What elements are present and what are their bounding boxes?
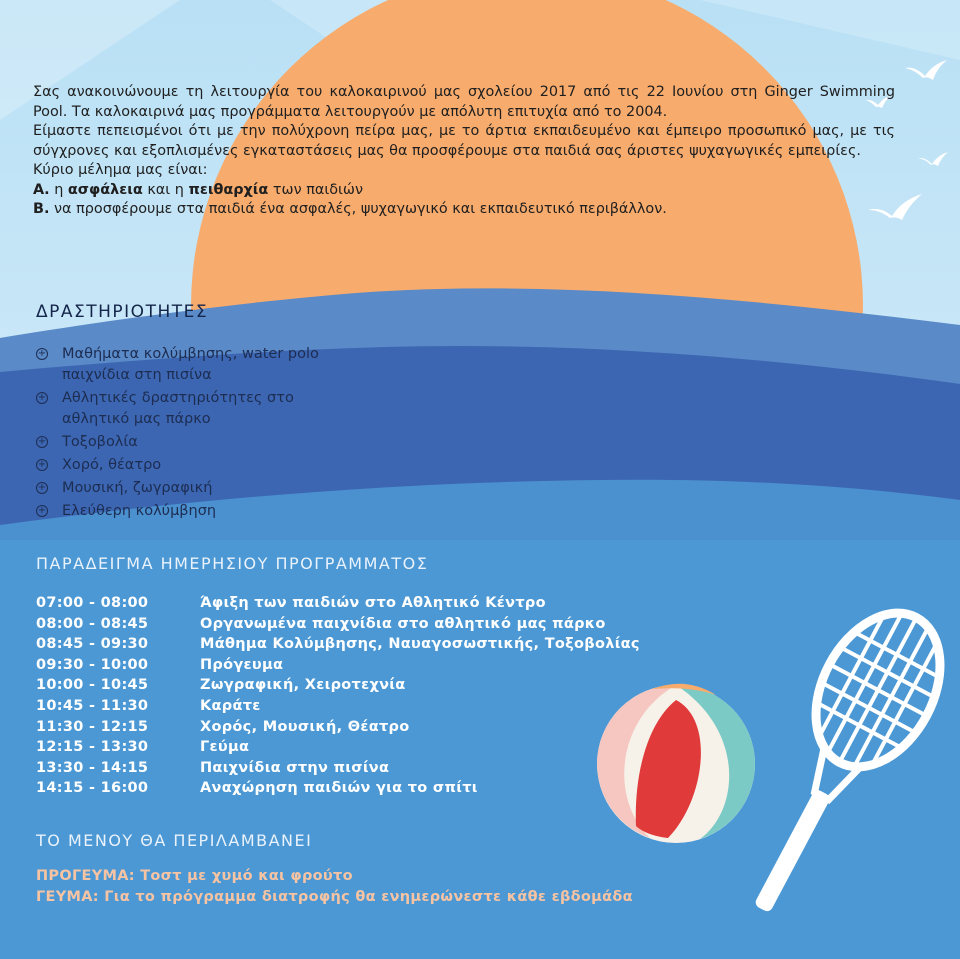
schedule-activity: Οργανωμένα παιχνίδια στο αθλητικό μας πάρκο bbox=[200, 615, 606, 632]
schedule-title: ΠΑΡΑΔΕΙΓΜΑ ΗΜΕΡΗΣΙΟΥ ΠΡΟΓΡΑΜΜΑΤΟΣ bbox=[36, 554, 429, 573]
intro-point-a bbox=[33, 181, 895, 201]
activities-title: ΔΡΑΣΤΗΡΙΟΤΗΤΕΣ bbox=[36, 302, 209, 322]
menu-breakfast: ΠΡΟΓΕΥΜΑ: Τοστ με χυμό και φρούτο bbox=[36, 868, 353, 884]
schedule-activity: Αναχώρηση παιδιών για το σπίτι bbox=[200, 780, 478, 797]
point-a-mid: και η bbox=[147, 181, 184, 198]
schedule-time: 07:00 - 08:00 bbox=[36, 595, 149, 611]
table-row bbox=[36, 737, 640, 758]
table-row bbox=[36, 634, 640, 655]
schedule-activity: Πρόγευμα bbox=[200, 656, 284, 673]
plus-circle-icon: + bbox=[37, 482, 47, 493]
point-a-discipline: πειθαρχία bbox=[188, 181, 269, 198]
menu-details bbox=[36, 866, 633, 908]
list-item: + Αθλητικές δραστηριότητες στο αθλητικό μας πάρκο bbox=[37, 390, 294, 427]
schedule-activity: Γεύμα bbox=[200, 739, 250, 756]
schedule-activity: Ζωγραφική, Χειροτεχνία bbox=[200, 677, 406, 694]
list-item: + Χορό, θέατρο bbox=[37, 457, 162, 473]
table-row bbox=[36, 696, 640, 717]
list-item: + Ελεύθερη κολύμβηση bbox=[37, 503, 217, 519]
schedule-time: 08:00 - 08:45 bbox=[36, 615, 149, 632]
point-a-safety: ασφάλεια bbox=[67, 181, 143, 198]
schedule-activity: Μάθημα Κολύμβησης, Ναυαγοσωστικής, Τοξοβολίας bbox=[200, 636, 640, 653]
table-row bbox=[36, 675, 640, 696]
list-item: + Μαθήματα κολύμβησης, water polo παιχνίδια στη πισίνα bbox=[37, 346, 319, 383]
schedule-time: 10:00 - 10:45 bbox=[36, 677, 149, 694]
plus-circle-icon: + bbox=[37, 459, 47, 470]
menu-title: ΤΟ ΜΕΝΟΥ ΘΑ ΠΕΡΙΛΑΜΒΑΝΕΙ bbox=[36, 831, 313, 850]
schedule-time: 10:45 - 11:30 bbox=[36, 697, 149, 714]
table-row bbox=[36, 614, 640, 635]
table-row bbox=[36, 717, 640, 738]
table-row bbox=[36, 655, 640, 676]
point-a-post: των παιδιών bbox=[272, 181, 364, 198]
schedule-time: 08:45 - 09:30 bbox=[36, 636, 149, 653]
schedule-activity: Χορός, Μουσική, Θέατρο bbox=[200, 718, 410, 735]
schedule-time: 11:30 - 12:15 bbox=[36, 718, 149, 735]
schedule-time: 12:15 - 13:30 bbox=[36, 739, 149, 756]
list-item: + Τοξοβολία bbox=[37, 434, 138, 450]
intro-paragraph-2: Είμαστε πεπεισμένοι ότι με την πολύχρονη πείρα μας, με το άρτια εκπαιδευμένο και έμπειρο προσωπικό μας, με τις σύγχρονες και εξοπλισμένες εγκαταστάσεις μας θα προσφέρουμε στα παιδιά σας άριστες ψυχαγωγικές εμπειρίες. bbox=[33, 123, 895, 159]
plus-circle-icon: + bbox=[37, 436, 47, 447]
point-b-label: Β. bbox=[33, 201, 50, 217]
plus-circle-icon: + bbox=[37, 392, 47, 403]
point-a-label: Α. bbox=[33, 181, 50, 198]
point-a-pre: η bbox=[54, 181, 64, 198]
menu-lunch: ΓΕΥΜΑ: Για το πρόγραμμα διατροφής θα ενημερώνεστε κάθε εβδομάδα bbox=[36, 889, 633, 905]
table-row bbox=[36, 758, 640, 779]
schedule-table bbox=[36, 593, 640, 799]
schedule-activity: Καράτε bbox=[200, 697, 261, 714]
schedule-time: 09:30 - 10:00 bbox=[36, 656, 149, 673]
intro-text bbox=[33, 83, 895, 220]
table-row bbox=[36, 593, 640, 614]
schedule-time: 13:30 - 14:15 bbox=[36, 759, 149, 776]
activities-list bbox=[36, 344, 319, 524]
schedule-activity: Άφιξη των παιδιών στο Αθλητικό Κέντρο bbox=[200, 595, 546, 611]
intro-paragraph-1: Σας ανακοινώνουμε τη λειτουργία του καλοκαιρινού μας σχολείου 2017 από τις 22 Ιουνίου στη Ginger Swimming Pool. Τα καλοκαιρινά μας προγράμματα λειτουργούν με απόλυτη επιτυχία από το 2004. bbox=[33, 84, 895, 120]
schedule-time: 14:15 - 16:00 bbox=[36, 780, 149, 797]
plus-circle-icon: + bbox=[37, 505, 47, 516]
plus-circle-icon: + bbox=[37, 348, 47, 359]
table-row bbox=[36, 778, 640, 799]
schedule-activity: Παιχνίδια στην πισίνα bbox=[200, 759, 390, 776]
intro-concern: Κύριο μέλημα μας είναι: bbox=[33, 162, 208, 178]
point-b-text: να προσφέρουμε στα παιδιά ένα ασφαλές, ψυχαγωγικό και εκπαιδευτικό περιβάλλον. bbox=[54, 201, 667, 217]
list-item: + Μουσική, ζωγραφική bbox=[37, 480, 213, 496]
intro-point-b bbox=[33, 200, 895, 220]
